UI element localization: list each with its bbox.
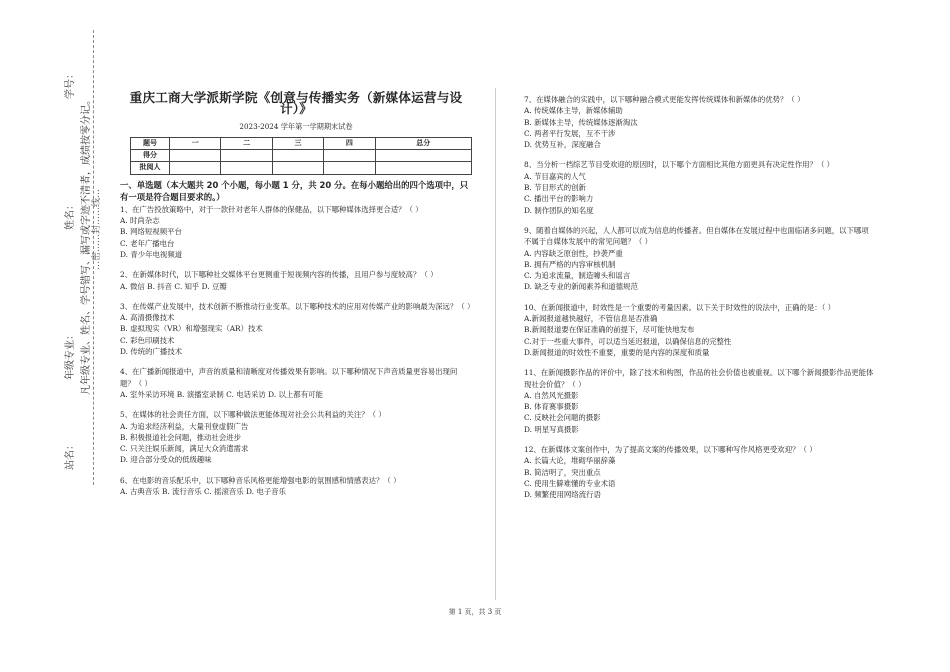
exam-no-label: 学号： [65,69,76,99]
score-header-cell: 题号 [131,137,170,149]
question-block [524,367,874,435]
answer-option: A. 内容缺乏原创性，抄袭严重 [524,248,623,258]
answer-option: B. 新媒体主导，传统媒体逐渐淘汰 [524,117,638,127]
answer-option: C.对于一些重大事件，可以适当延迟报道，以确保信息的完整性 [524,336,732,346]
answer-option: B. 节目形式的创新 [524,183,586,193]
answer-option: A. 长篇大论，堆砌华丽辞藻 [524,456,616,466]
section-heading: 一、单选题（本大题共 20 个小题，每小题 1 分，共 20 分。在每小题给出的四个选项中，只有一项是符合题目要求的。） [120,179,469,203]
question-block [524,159,874,215]
score-header-cell: 一 [170,137,221,149]
exam-title: 重庆工商大学派斯学院《创意与传播实务（新媒体运营与设计）》 [129,90,463,117]
answer-option: C. 为追求流量，制造噱头和谣言 [524,271,631,281]
answer-option: D. 传统的广播技术 [120,347,183,357]
exam-subtitle: 2023-2024 学年第一学期期末试卷 [239,121,353,131]
score-header-cell: 二 [221,137,272,149]
question-text: 1、在广告投放策略中，对于一款针对老年人群体的保健品，以下哪种媒体选择更合适？（ ） [120,204,423,214]
question-block [524,302,874,358]
column-divider [495,88,496,600]
answer-option: B. 虚拟现实（VR）和增强现实（AR）技术 [120,324,263,334]
answer-option: C. 反映社会问题的摄影 [524,413,601,423]
question-block [120,204,472,260]
name-label: 姓名： [65,200,76,230]
question-text: 5、在媒体的社会责任方面，以下哪种做法更能体现对社会公共利益的关注？（ ） [120,410,386,420]
answer-option: A. 古典音乐 B. 流行音乐 C. 摇滚音乐 D. 电子音乐 [120,487,286,497]
score-table-row [131,150,472,162]
answer-option: C. 只关注娱乐新闻，满足大众消遣需求 [120,444,249,454]
question-text: 8、当分析一档综艺节目受欢迎的原因时，以下哪个方面相比其他方面更具有决定性作用？（ ） [524,160,835,170]
score-table-row [131,162,472,174]
score-table-header [131,137,472,149]
answer-option: A.新闻报道越快越好，不管信息是否准确 [524,314,658,324]
answer-option: A. 为追求经济利益，大量刊登虚假广告 [120,421,249,431]
score-header-cell: 三 [272,137,323,149]
question-block [120,301,475,357]
answer-option: B. 简洁明了，突出重点 [524,467,601,477]
answer-option: D.新闻报道的时效性不重要，重要的是内容的深度和质量 [524,347,710,357]
answer-option: D. 青少年电视频道 [120,249,183,259]
answer-option: C. 两者平行发展，互不干涉 [524,128,616,138]
answer-option: A. 节目嘉宾的人气 [524,171,586,181]
answer-option: A. 微信 B. 抖音 C. 知乎 D. 豆瓣 [120,281,227,291]
answer-option: C. 老年广播电台 [120,238,175,248]
major-label: 年级专业： [65,330,76,380]
question-block [524,444,874,500]
question-text: 3、在传媒产业发展中，技术创新不断推动行业变革。以下哪种技术的应用对传媒产业的影响最为深远？（ ） [120,301,475,311]
question-text: 11、在新闻摄影作品的评价中，除了技术和构图，作品的社会价值也被重视。以下哪个新闻摄影作品更能体现社会价值？（ ） [524,368,874,389]
score-header-cell: 总分 [375,137,471,149]
question-text: 7、在媒体融合的实践中，以下哪种融合模式更能发挥传统媒体和新媒体的优势？（ ） [524,95,805,104]
score-row-label: 批阅人 [131,162,170,174]
question-text: 2、在新媒体时代，以下哪种社交媒体平台更侧重于短视频内容的传播，且用户参与度较高？（ ） [120,270,438,280]
binding-margin [0,0,105,672]
school-label: 站名： [65,440,76,470]
binding-instruction: 凡年级专业、姓名、学号错写、漏写或字迹不清者，成绩按零分记。 [81,95,92,395]
page-footer: 第 1 页，共 3 页 [448,608,502,616]
question-block [120,269,472,292]
question-text: 10、在新闻报道中，时效性是一个重要的考量因素。以下关于时效性的说法中，正确的是：（ ） [524,302,836,312]
answer-option: C. 彩色印刷技术 [120,335,175,345]
answer-option: A. 高清摄像技术 [120,313,175,323]
answer-option: B. 积极报道社会问题，推动社会进步 [120,432,241,442]
left-column [120,90,475,497]
question-text: 9、随着自媒体的兴起，人人都可以成为信息的传播者。但自媒体在发展过程中也面临诸多问题，以下哪项不属于自媒体发展中的常见问题？（ ） [524,225,869,247]
question-block [120,475,472,498]
answer-option: A. 自然风光摄影 [524,390,579,400]
answer-option: C. 使用生僻难懂的专业术语 [524,478,616,488]
question-block [120,409,472,465]
question-text: 6、在电影的音乐配乐中，以下哪种音乐风格更能增强电影的氛围感和情感表达？（ ） [120,475,401,485]
score-header-cell: 四 [324,137,375,149]
answer-option: B. 体育赛事摄影 [524,402,579,412]
seal-line-text: …密……封……线… [92,188,102,270]
answer-option: D. 迎合部分受众的低级趣味 [120,455,212,465]
answer-option: A. 时尚杂志 [120,216,160,226]
answer-option: D. 优势互补，深度融合 [524,140,601,150]
answer-option: A. 室外采访环境 B. 演播室录制 C. 电话采访 D. 以上都有可能 [120,389,323,399]
answer-option: D. 制作团队的知名度 [524,205,594,215]
answer-option: B. 网络短视频平台 [120,227,182,237]
question-text: 4、在广播新闻报道中，声音的质量和清晰度对传播效果有影响。以下哪种情况下声音质量更容易出现问题？（ ） [120,367,458,388]
answer-option: D. 频繁使用网络流行语 [524,490,601,500]
answer-option: A. 传统媒体主导，新媒体辅助 [524,106,623,116]
question-block [524,225,874,293]
question-block [120,366,472,400]
answer-option: B. 拥有严格的内容审核机制 [524,259,616,269]
question-text: 12、在新媒体文案创作中，为了提高文案的传播效果，以下哪种写作风格更受欢迎？（ ） [524,445,817,455]
score-table [130,137,472,175]
answer-option: D. 缺乏专业的新闻素养和道德规范 [524,282,638,292]
right-column [524,94,874,501]
score-row-label: 得分 [131,150,170,162]
answer-option: C. 播出平台的影响力 [524,194,594,204]
question-block [524,94,874,150]
question-list-left [120,204,475,498]
answer-option: B.新闻报道要在保证准确的前提下，尽可能快地发布 [524,325,695,335]
answer-option: D. 明星写真摄影 [524,424,579,434]
question-list-right [524,94,874,501]
